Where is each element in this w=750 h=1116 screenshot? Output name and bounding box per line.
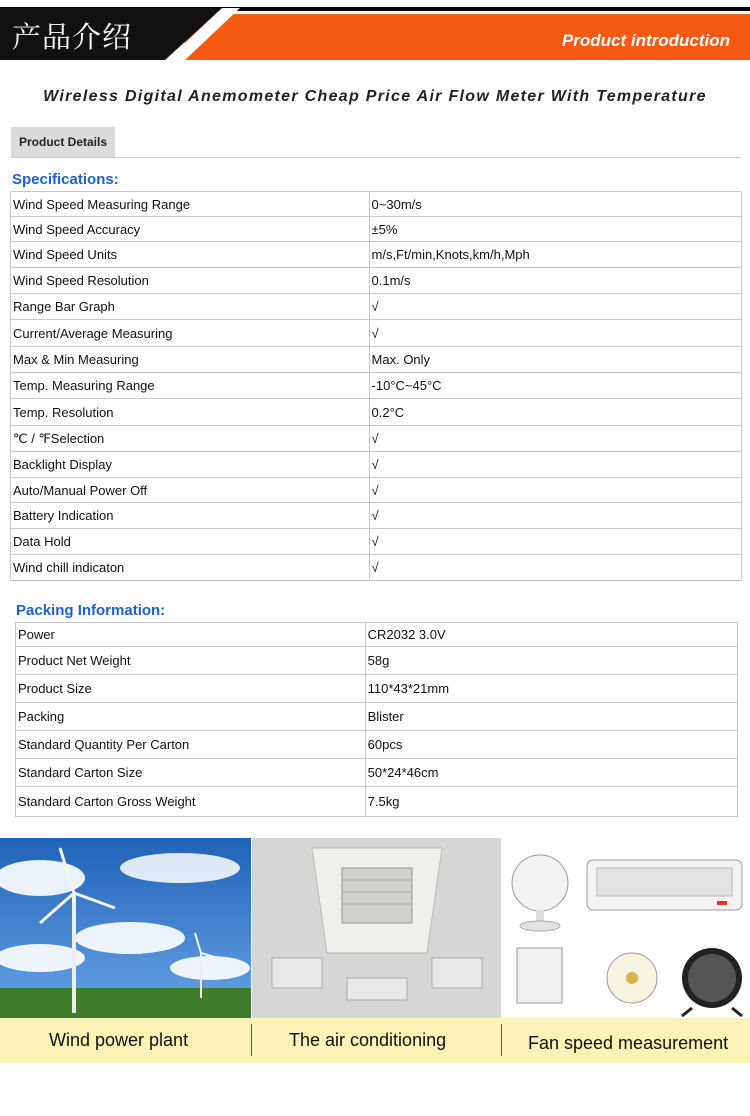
table-cell-label: Max & Min Measuring xyxy=(11,347,370,373)
table-cell-value: √ xyxy=(369,478,741,503)
table-row xyxy=(11,242,742,268)
table-row xyxy=(11,268,742,294)
table-row xyxy=(16,731,738,759)
table-cell-label: Wind chill indicaton xyxy=(11,555,370,581)
table-cell-value: 0~30m/s xyxy=(369,192,741,217)
table-cell-label: Temp. Measuring Range xyxy=(11,373,370,399)
caption-separator xyxy=(501,1024,502,1056)
banner-cn-title: 产品介绍 xyxy=(12,20,133,54)
table-cell-value: √ xyxy=(369,320,741,347)
table-cell-label: Wind Speed Accuracy xyxy=(11,217,370,242)
table-row xyxy=(11,503,742,529)
table-cell-value: Max. Only xyxy=(369,347,741,373)
table-row xyxy=(11,217,742,242)
table-cell-value: 110*43*21mm xyxy=(365,675,737,703)
table-cell-label: Standard Carton Size xyxy=(16,759,366,787)
table-cell-value: Blister xyxy=(365,703,737,731)
tab-product-details[interactable]: Product Details xyxy=(11,127,115,157)
table-cell-value: √ xyxy=(369,503,741,529)
table-cell-label: ℃ / ℉Selection xyxy=(11,426,370,452)
table-cell-value: CR2032 3.0V xyxy=(365,623,737,647)
table-row xyxy=(11,478,742,503)
table-cell-value: 50*24*46cm xyxy=(365,759,737,787)
table-row xyxy=(11,320,742,347)
caption-fan-speed: Fan speed measurement xyxy=(528,1033,729,1053)
table-row xyxy=(11,373,742,399)
table-cell-label: Current/Average Measuring xyxy=(11,320,370,347)
table-row xyxy=(11,192,742,217)
table-cell-value: 7.5kg xyxy=(365,787,737,817)
table-cell-value: √ xyxy=(369,294,741,320)
table-row xyxy=(16,703,738,731)
caption-separator xyxy=(251,1024,252,1056)
table-cell-label: Wind Speed Resolution xyxy=(11,268,370,294)
caption-wind-power-plant: Wind power plant xyxy=(49,1030,189,1050)
table-cell-label: Range Bar Graph xyxy=(11,294,370,320)
table-cell-label: Standard Carton Gross Weight xyxy=(16,787,366,817)
table-cell-label: Standard Quantity Per Carton xyxy=(16,731,366,759)
table-row xyxy=(16,623,738,647)
table-row xyxy=(11,452,742,478)
air-conditioning-image xyxy=(252,838,501,1018)
wind-power-plant-image xyxy=(0,838,251,1018)
table-cell-label: Data Hold xyxy=(11,529,370,555)
table-cell-value: ±5% xyxy=(369,217,741,242)
table-cell-label: Wind Speed Units xyxy=(11,242,370,268)
specifications-heading: Specifications: xyxy=(12,171,119,188)
table-row xyxy=(11,399,742,426)
specifications-table xyxy=(10,191,742,581)
table-cell-label: Packing xyxy=(16,703,366,731)
table-row xyxy=(11,555,742,581)
table-row xyxy=(16,675,738,703)
table-row xyxy=(16,647,738,675)
table-cell-value: -10°C~45°C xyxy=(369,373,741,399)
table-cell-value: √ xyxy=(369,426,741,452)
header-banner xyxy=(0,0,750,68)
fan-speed-image xyxy=(502,838,750,1018)
table-row xyxy=(11,426,742,452)
table-cell-label: Temp. Resolution xyxy=(11,399,370,426)
table-row xyxy=(11,347,742,373)
packing-heading: Packing Information: xyxy=(16,602,166,619)
table-cell-label: Backlight Display xyxy=(11,452,370,478)
table-cell-value: 58g xyxy=(365,647,737,675)
table-cell-label: Wind Speed Measuring Range xyxy=(11,192,370,217)
caption-air-conditioning: The air conditioning xyxy=(289,1030,447,1050)
table-row xyxy=(11,294,742,320)
table-cell-value: √ xyxy=(369,452,741,478)
table-cell-label: Product Size xyxy=(16,675,366,703)
table-cell-label: Power xyxy=(16,623,366,647)
table-cell-value: 0.2°C xyxy=(369,399,741,426)
page-title: Wireless Digital Anemometer Cheap Price Air Flow Meter With Temperature xyxy=(43,88,707,105)
banner-en-title: Product introduction xyxy=(561,31,730,50)
table-cell-value: √ xyxy=(369,529,741,555)
tab-divider xyxy=(11,157,741,158)
table-cell-label: Product Net Weight xyxy=(16,647,366,675)
packing-table xyxy=(15,622,738,817)
applications-strip xyxy=(0,838,750,1063)
table-cell-label: Auto/Manual Power Off xyxy=(11,478,370,503)
table-cell-value: 0.1m/s xyxy=(369,268,741,294)
table-cell-value: 60pcs xyxy=(365,731,737,759)
table-row xyxy=(11,529,742,555)
table-cell-label: Battery Indication xyxy=(11,503,370,529)
table-cell-value: m/s,Ft/min,Knots,km/h,Mph xyxy=(369,242,741,268)
table-row xyxy=(16,759,738,787)
table-cell-value: √ xyxy=(369,555,741,581)
table-row xyxy=(16,787,738,817)
